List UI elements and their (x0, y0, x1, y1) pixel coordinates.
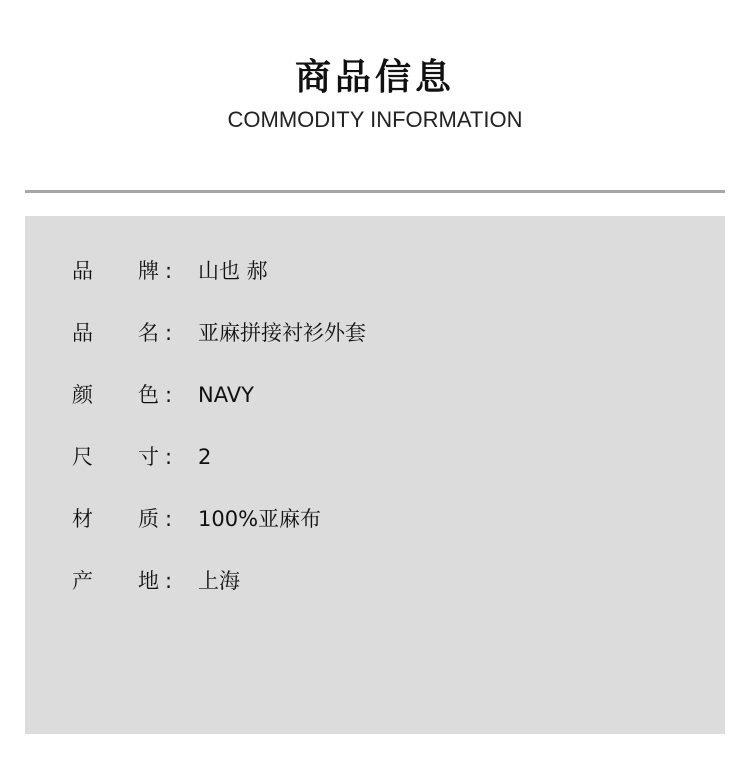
info-label-first-char: 尺 (72, 445, 93, 469)
info-row-brand (25, 256, 725, 286)
info-value-brand: 山也 郝 (198, 259, 268, 283)
info-row-size (25, 442, 725, 472)
info-label-second-char: 名 (138, 321, 159, 345)
info-row-product-name (25, 318, 725, 348)
info-label-colon: : (165, 321, 173, 345)
commodity-info-panel (25, 216, 725, 734)
info-label-colon: : (165, 259, 173, 283)
info-value-color: NAVY (198, 383, 254, 407)
info-label-second-char: 色 (138, 383, 159, 407)
info-value-size: 2 (198, 445, 212, 469)
info-value-origin: 上海 (198, 569, 240, 593)
info-label-second-char: 质 (138, 507, 159, 531)
page-subtitle: COMMODITY INFORMATION (227, 107, 523, 132)
info-label-first-char: 品 (72, 259, 93, 283)
info-row-color (25, 380, 725, 410)
info-label-second-char: 牌 (138, 259, 159, 283)
header-divider (25, 190, 725, 193)
page-title: 商品信息 (294, 57, 455, 98)
info-value-product-name: 亚麻拼接衬衫外套 (198, 321, 366, 345)
info-value-material: 100%亚麻布 (198, 507, 322, 531)
info-label-first-char: 产 (72, 569, 93, 593)
info-row-material (25, 504, 725, 534)
info-label-first-char: 颜 (72, 383, 93, 407)
info-label-colon: : (165, 569, 173, 593)
info-label-colon: : (165, 445, 173, 469)
info-label-first-char: 品 (72, 321, 93, 345)
info-label-colon: : (165, 383, 173, 407)
info-row-origin (25, 566, 725, 596)
info-label-colon: : (165, 507, 173, 531)
info-label-second-char: 地 (138, 569, 159, 593)
info-label-first-char: 材 (72, 507, 93, 531)
info-label-second-char: 寸 (138, 445, 159, 469)
